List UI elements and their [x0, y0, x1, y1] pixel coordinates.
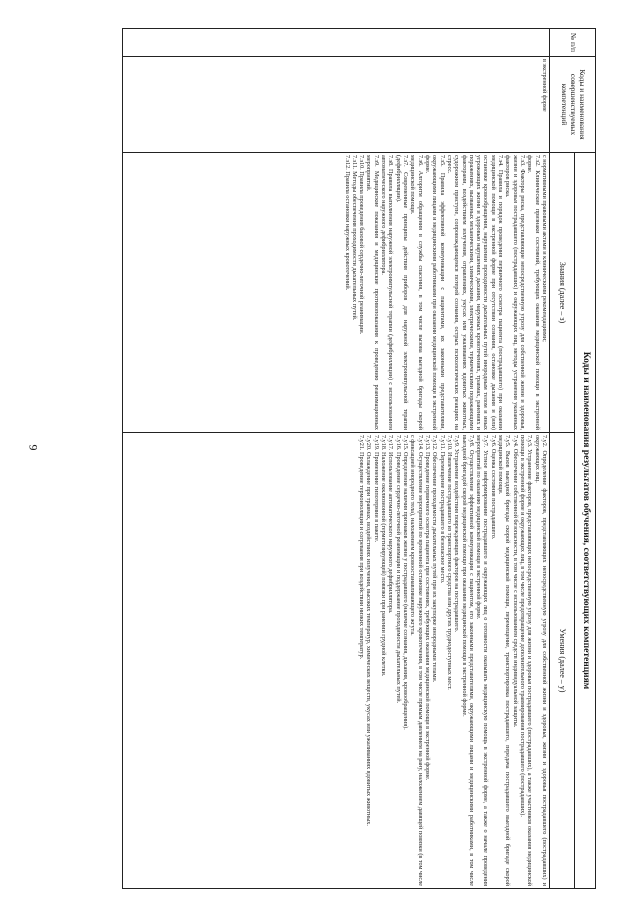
- skill-item: 7.у9. Устранение воздействия повреждающих факторов на пострадавшего.: [453, 435, 461, 633]
- skill-item: 7.у14. Осуществление мероприятий по временной остановке наружного кровотечения, в том числе прямым давлением на рану, наложением давящей повязки (в том числе с фиксацией инородного тела), наложением кровоостанавливающего жгута.: [409, 435, 424, 886]
- row-number: [123, 29, 550, 57]
- header-number: № п/п: [550, 29, 596, 57]
- skill-item: 7.у16. Проведение сердечно-легочной реанимации и поддержание проходимости дыхательных путей.: [394, 435, 402, 704]
- skill-item: 7.у7. Устное информирование пострадавшего и окружающих лиц о готовности оказывать медицинскую помощь в экстренной форме, а также о начале проведения мероприятий по оказанию медицинской помощи в экстренной форме.: [475, 435, 490, 886]
- skill-item: 7.у19. Применение гипотермии в пакете.: [372, 435, 380, 543]
- knowledge-item: 7.з7. Современные принципы действия приборов для наружной электроимпульсной терапии (дефибрилляции).: [394, 155, 410, 430]
- knowledge-item: 7.з12. Правила остановки наружных кровотечений.: [343, 155, 351, 291]
- skill-item: 7.у20. Охлаждение при травмах, воздействиях излучения, высоких температур, химических веществ, укусах или ужаливаниях ядовитых животных.: [365, 435, 373, 826]
- skill-item: 7.у10. Извлечение пострадавшего из транспортного средства или других труднодоступных мест.: [445, 435, 453, 690]
- skills-cell: [123, 433, 550, 889]
- skill-item: 7.у5. Вызов выездной бригады скорой медицинской помощи, перемещение, транспортировка пострадавшего, передача пострадавшего выездной бригаде скорой медицинской помощи.: [497, 435, 512, 886]
- header-knowledge: Знания (далее – з): [550, 153, 575, 433]
- skill-item: 7.у21. Проведение термоизоляции и согревания при воздействии низких температур.: [358, 435, 366, 660]
- knowledge-item: 7.з8. Правила выполнения наружной электроимпульсной терапии (дефибрилляции) с использованием автоматического наружного дефибриллятора.: [380, 155, 395, 430]
- table-row: [123, 29, 550, 889]
- rotated-table-container: [122, 28, 596, 888]
- knowledge-item: с нормативными правовыми актами и клиническими рекомендациями;: [541, 155, 548, 342]
- knowledge-item: 7.з5. Правила эффективной коммуникации с пациентами, их законными представителями, окружающими лицами и медицинскими работниками при оказании медицинской помощи в экстренной форме.: [424, 155, 446, 430]
- knowledge-item: 7.з10. Правила проведения базовой сердечно-легочной реанимации.: [358, 155, 366, 335]
- skill-item: 7.у18. Наложение окклюзионной (герметизирующей) повязки при ранении грудной клетки.: [380, 435, 388, 677]
- knowledge-item: 7.з6. Алгоритм обращения в службы спасения, в том числе вызова выездной бригады скорой медицинской помощи.: [409, 155, 424, 430]
- skill-item: 7.у4. Обеспечение собственной безопасности, в том числе с использованием средств индивидуальной защиты.: [511, 435, 519, 728]
- competence-cell: в экстренной форме: [123, 57, 550, 153]
- skill-item: 7.у12. Обеспечение проходимости дыхательных путей при их закупорке инородными телами.: [431, 435, 439, 683]
- header-skills: Умения (далее – у): [550, 433, 575, 889]
- header-main: Коды и наименования результатов обучения, соответствующих компетенциям: [575, 153, 596, 889]
- skill-item: 7.у13. Проведение первичного осмотра пациента при состояниях, требующих оказания медицинской помощи в экстренной форме.: [424, 435, 431, 781]
- knowledge-item: 7.з11. Методы обеспечения проходимости дыхательных путей.: [350, 155, 358, 321]
- header-codes: Коды и наименования совершенствуемых компетенций: [550, 57, 596, 153]
- skill-item: 7.у15. Определение наличия признаков жизни у пострадавшего (наличие сознания, дыхания, кровообращения).: [402, 435, 410, 730]
- knowledge-cell: [123, 153, 550, 433]
- knowledge-item: 7.з4. Правила и порядок проведения первичного осмотра пациента (пострадавшего) при оказании медицинской помощи в экстренной форме при отсутствии сознания, остановке дыхания и (или) остановке кровообращения, нарушении проходимости дыхательных путей инородным телом и иных угрожающих жизни и здоровью нарушениях дыхания, наружных кровотечениях, травмах, ранениях и поражениях, вызванных механическими, химическими, электрическими, термическими поражающими факторами, воздействием излучения, отравлениях, укусах или ужаливаниях ядовитых животных, судорожном приступе, сопровождающемся потерей сознания, острых психологических реакциях на стресс.: [445, 155, 505, 430]
- skill-item: 7.у17. Использование автоматического наружного дефибриллятора.: [387, 435, 395, 614]
- knowledge-item: 7.з9. Медицинские показания и медицинские противопоказания к проведению реанимационных мероприятий.: [365, 155, 380, 430]
- skill-item: 7.у2. Определение факторов, представляющих непосредственную угрозу для собственной жизни и здоровья, жизни и здоровья пострадавшего (пострадавших) и окружающих лиц.: [533, 435, 548, 886]
- page-number: 9: [26, 444, 41, 451]
- skill-item: 7.у11. Перемещение пострадавшего в безопасное место.: [438, 435, 446, 584]
- skill-item: 7.у3. Устранение факторов, представляющих непосредственную угрозу для жизни и здоровья пострадавшего (пострадавших), а также участников оказания медицинской помощи в экстренной форме и окружающих лиц, в том числе предотвращение дополнительного травмирования пострадавшего (пострадавших).: [519, 435, 534, 886]
- knowledge-item: 7.з3. Факторы риска, представляющие непосредственную угрозу для собственной жизни и здоровья, жизни и здоровья пострадавшего (пострадавших) и окружающих лиц, методы устранения указанных факторов риска.: [504, 155, 527, 430]
- skill-item: 7.у6. Оценка состояния пострадавшего.: [489, 435, 497, 540]
- knowledge-item: 7.з2. Клинические признаки состояний, требующих оказания медицинской помощи в экстренной форме.: [526, 155, 541, 430]
- competencies-table: [122, 28, 596, 889]
- skill-item: 7.у8. Осуществление эффективной коммуникации с пациентом, его законными представителями, окружающими лицами и медицинскими работниками, в том числе выездной бригадой скорой медицинской помощи при оказании медицинской помощи в экстренной форме.: [460, 435, 475, 886]
